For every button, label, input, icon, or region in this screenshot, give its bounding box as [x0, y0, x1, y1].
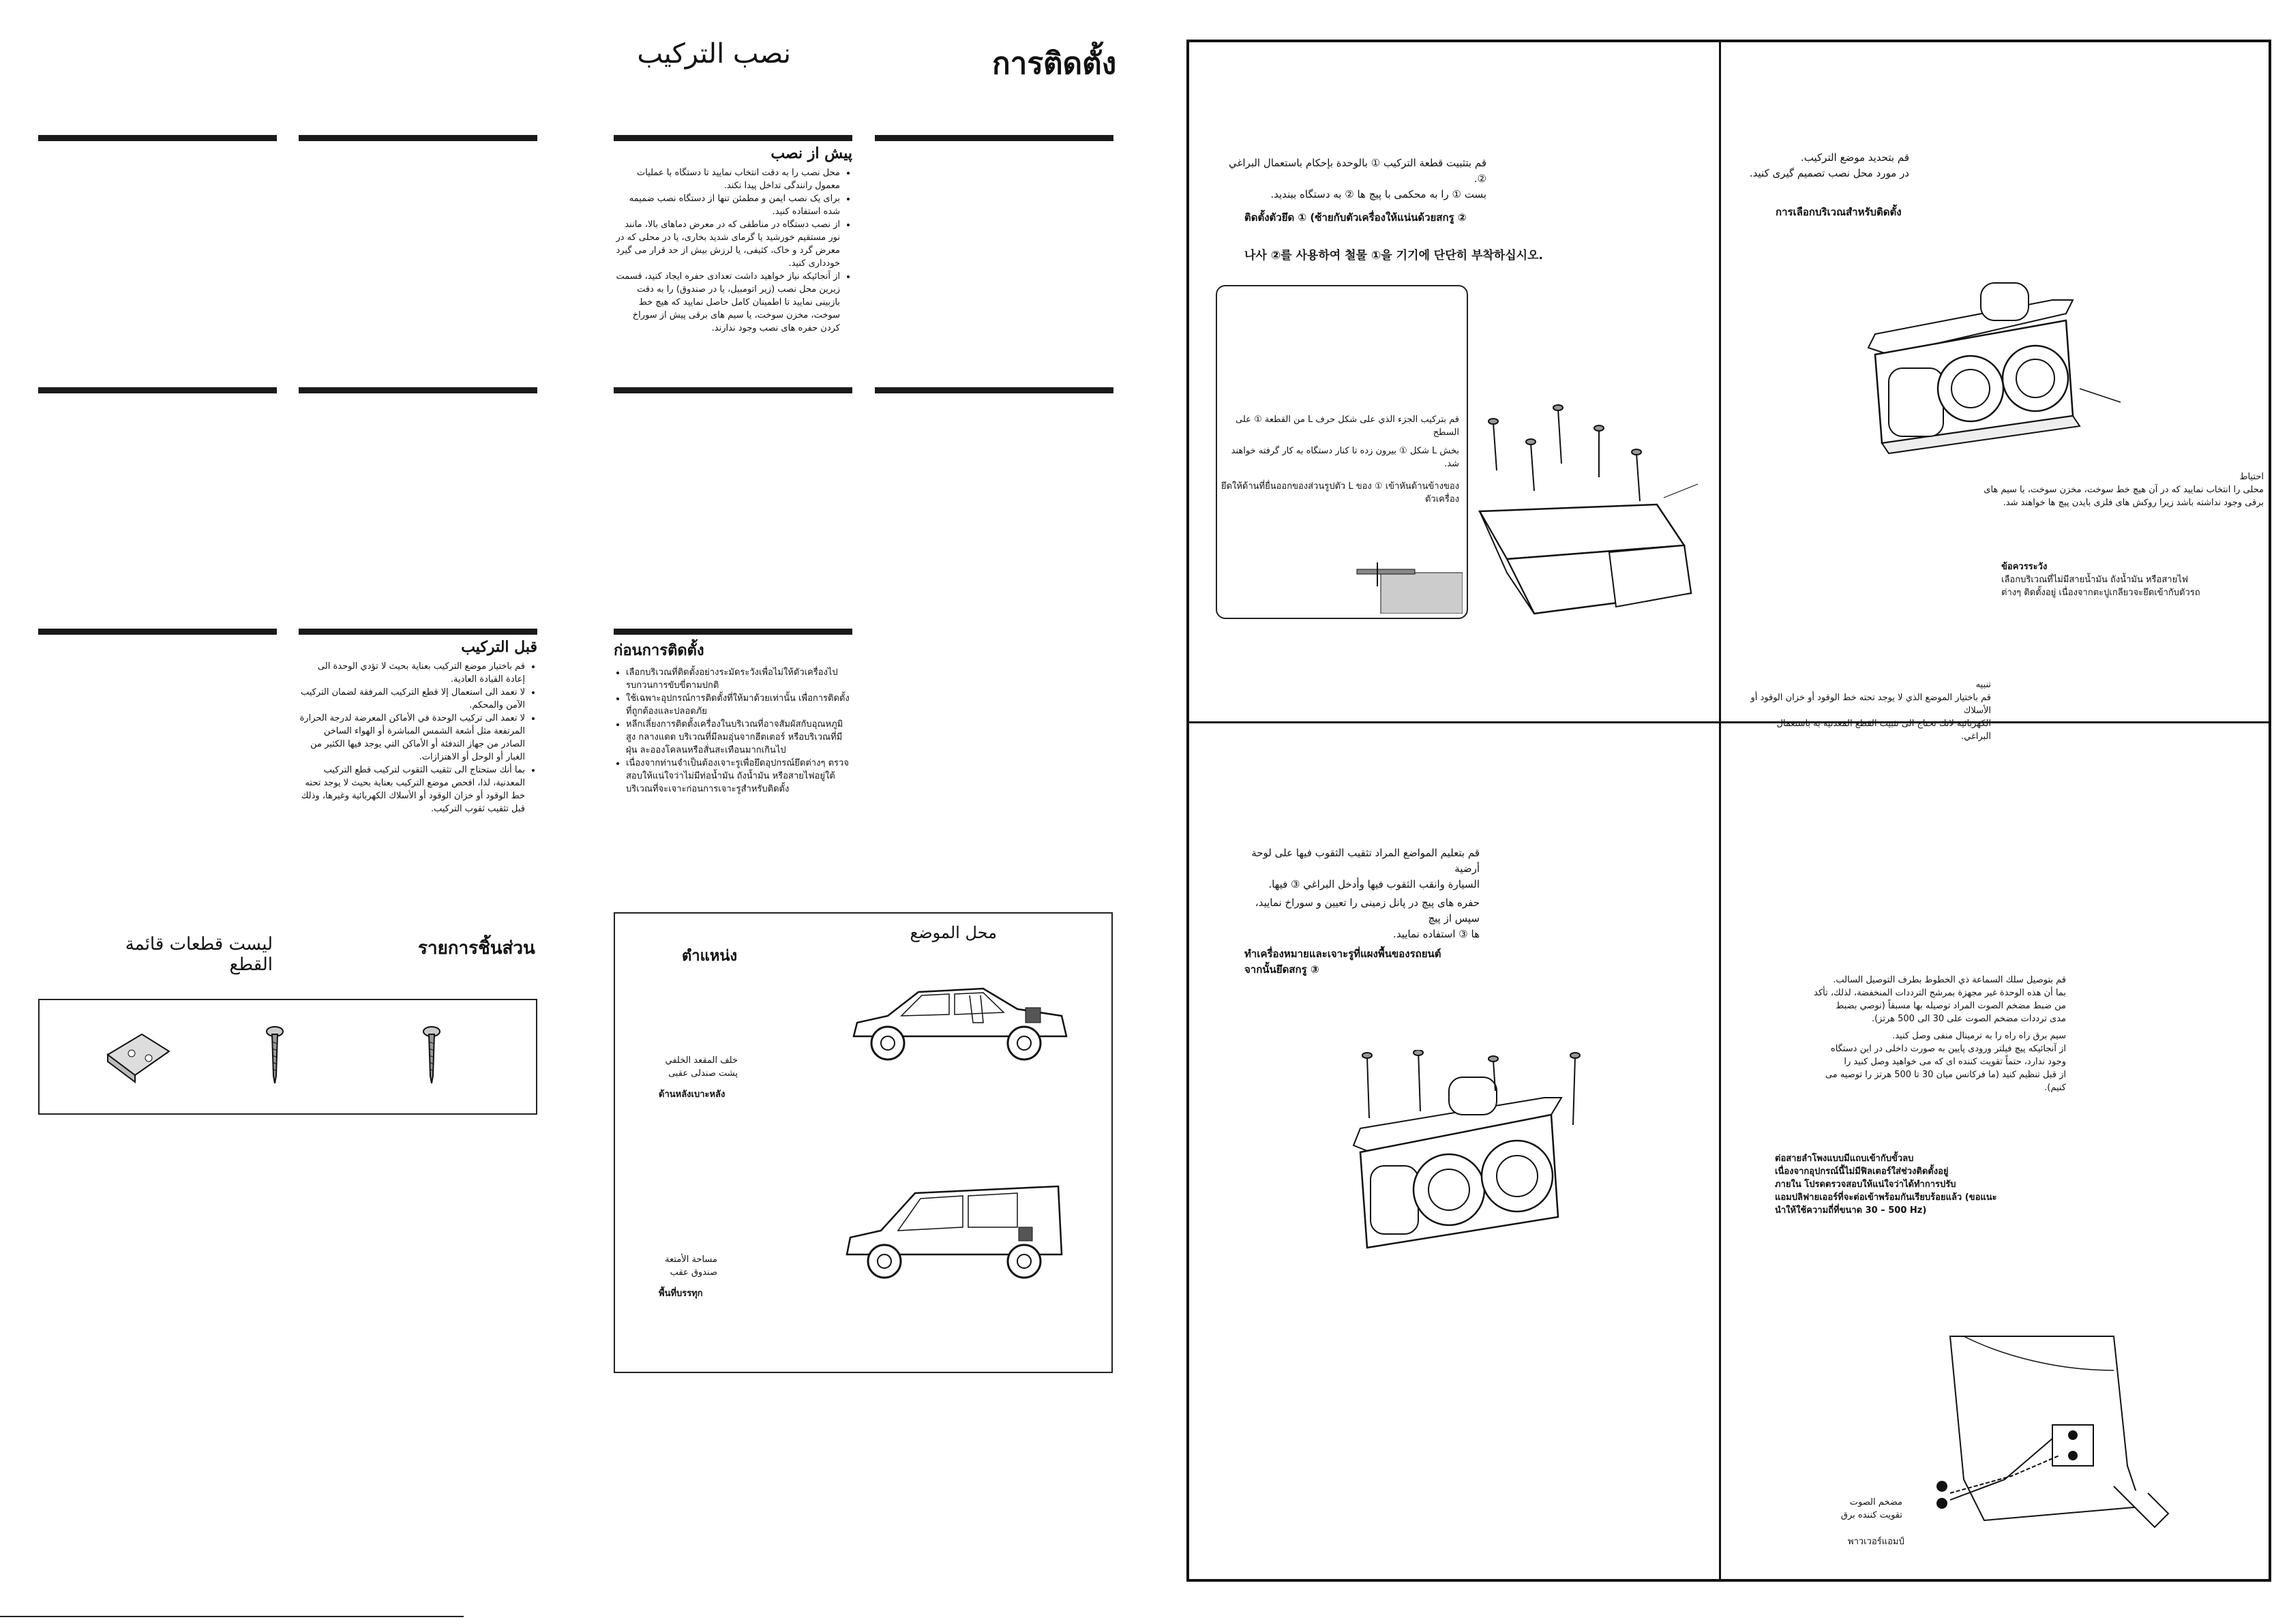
- step2-inset-text: [1221, 413, 1459, 506]
- step2-fa: بست ① را به محکمی با پیچ ها ② به دستگاه ببندید.: [1270, 188, 1486, 200]
- arabic-before-heading: قبل التركيب: [461, 638, 537, 656]
- rule: [875, 387, 1113, 393]
- list-item: • برای یک نصب ایمن و مطمئن تنها از دستگاه نصب ضمیمه شده استفاده کنید.: [614, 192, 840, 218]
- persian-before-heading: پیش از نصب: [771, 145, 852, 162]
- step4-thai-line: ต่อสายลำโพงแบบมีแถบเข้ากับขั้วลบ: [1775, 1154, 1914, 1164]
- list-item: • لا تعمد الى استعمال إلا قطع التركيب المرفقة لضمان التركيب الآمن والمحكم.: [299, 686, 525, 712]
- caution-ar-line: الكهربائية لانك تحتاج الى تثبيت القطع المعدنية به باستعمال البراغي.: [1776, 719, 1991, 742]
- list-item: • از آنجائیکه نیاز خواهید داشت تعدادی حفره ایجاد کنید، قسمت زیرین محل نصب (زیر اتومبیل، یا در صندوق) را به دقت بازبینی نمایید تا اطمینان کامل حاصل نمایید که هیچ خط سوخت، مخزن سوخت، یا سیم های برقی پیش از سوراخ کردن حفره های نصب وجود ندارند.: [614, 270, 840, 335]
- step4-fa-line: از آنجائیکه پیچ فیلتر ورودی پایین به صورت داخلی در این دستگاه: [1830, 1044, 2066, 1054]
- persian-before-section: [614, 145, 852, 335]
- step3-thai: [1244, 946, 1441, 978]
- step4-arabic: [1773, 974, 2066, 1025]
- step4-fa-line: از قبل تنظیم کنید (ما فرکانس میان 30 تا 500 هرتز را توصیه می: [1825, 1070, 2066, 1080]
- list-item: • เลือกบริเวณที่ติดตั้งอย่างระมัดระวังเพื่อไม่ให้ตัวเครื่องไปรบกวนการขับขี่ตามปกติ: [626, 666, 852, 692]
- rule: [299, 135, 537, 141]
- list-item: • بما أنك ستحتاج الى تثقيب الثقوب لتركيب قطع التركيب المعدنية، لذا، افحص موضع التركيب بعناية بحيث لا يوجد تحته خط الوقود أو خزان الوقود أو الأسلاك الكهربائية وغيرها، وذلك قبل تثقيب ثقوب التركيب.: [299, 764, 525, 815]
- title-arabic: نصب التركيب: [637, 38, 791, 70]
- step3-fa2: ها ③ استفاده نمایید.: [1393, 928, 1480, 940]
- step1-caution-ar: [1746, 678, 1991, 743]
- step4-ar-line: قم بتوصيل سلك السماعة ذي الخطوط بطرف التوصيل السالب.: [1833, 975, 2066, 985]
- step3-fa: حفره های پیچ در پانل زمینی را تعیین و سوراخ نمایید، سپس از پیچ: [1255, 897, 1480, 924]
- amp-caption: [1807, 1496, 1902, 1522]
- step4-fa-line: سیم برق راه راه را به ترمینال منفی وصل کنید.: [1892, 1031, 2066, 1041]
- rule: [614, 387, 852, 393]
- parts-title-thai: รายการชิ้นส่วน: [418, 938, 535, 959]
- step3-ar: قم بتعليم المواضع المراد تثقيب الثقوب فيها على لوحة أرضية: [1251, 847, 1480, 875]
- cargo-caption: [635, 1253, 717, 1279]
- rule: [38, 387, 277, 393]
- list-item: • เนื่องจากท่านจำเป็นต้องเจาะรูเพื่อยึดอุปกรณ์ยึดต่างๆ ตรวจสอบให้แน่ใจว่าไม่มีท่อน้ำมัน ถังน้ำมัน หรือสายไฟอยู่ใต้บริเวณที่จะเจาะก่อนการเจาะรูสำหรับติดตั้ง: [626, 757, 852, 796]
- cargo-ar: مساحة الأمتعة: [665, 1254, 717, 1265]
- rule: [875, 135, 1113, 141]
- step4-thai-line: แอมปลิฟายเออร์ที่จะต่อเข้าพร้อมกันเรียบร้อยแล้ว (ขอแนะ: [1775, 1192, 1997, 1203]
- caution-fa-line: برقی وجود نداشته باشد زیرا روکش های فلزی بایدن پیچ ها خواهند شد.: [2003, 498, 2264, 508]
- step1-fa: در مورد محل نصب تصمیم گیری کنید.: [1749, 167, 1909, 179]
- step3-thai-line: จากนั้นยึดสกรู ③: [1244, 963, 1319, 976]
- screw-icon: [265, 1025, 285, 1086]
- rule: [38, 135, 277, 141]
- caution-th-line: เลือกบริเวณที่ไม่มีสายน้ำมัน ถังน้ำมัน หรือสายไฟ: [2001, 575, 2188, 585]
- caution-th-title: ข้อควรระวัง: [2001, 562, 2048, 572]
- location-box: [614, 912, 1113, 1373]
- divider-horizontal: [1186, 721, 2271, 723]
- step2-korean: 나사 ②를 사용하여 철물 ①을 기기에 단단히 부착하십시오.: [1244, 249, 1543, 262]
- step4-thai: [1775, 1152, 2061, 1217]
- step3-ar2: السيارة وانقب الثقوب فيها وأدخل البراغي ③ فيها.: [1268, 878, 1480, 890]
- inset-th: ยึดให้ด้านที่ยื่นออกของส่วนรูปตัว L ของ ① เข้าหันด้านข้างของตัวเครื่อง: [1221, 481, 1459, 505]
- step4-ar-line: بما أن هذه الوحدة غير مجهزة بمرشح الترددات المنخفضة، لذلك، تأكد: [1814, 988, 2066, 998]
- location-title-arabic: محل الموضع: [910, 923, 997, 942]
- parts-title-arabic: ليست قطعات قائمة القطع: [125, 934, 273, 975]
- list-item: • لا تعمد الى تركيب الوحدة في الأماكن المعرضة لدرجة الحرارة المرتفعة مثل أشعة الشمس المباشرة أو الهواء الساخن الصادر من جهاز التدفئة أو الأماكن التي يوجد فيها الكثير من الغبار أو الوحل أو الاهتزازات.: [299, 712, 525, 764]
- box-screws-illustration: [1466, 402, 1711, 627]
- caution-th-line: ต่างๆ ติดตั้งอยู่ เนื่องจากตะปูเกลียวจะยึดเข้ากับตัวรถ: [2001, 588, 2200, 598]
- step1-text: [1739, 150, 1909, 181]
- inset-fa: بخش L شکل ① بیرون زده تا کنار دستگاه به کار گرفته خواهند شد.: [1231, 446, 1459, 469]
- rule: [614, 135, 852, 141]
- amp-ar: مضخم الصوت: [1849, 1497, 1902, 1507]
- amp-fa: تقويت کننده برق: [1840, 1510, 1902, 1520]
- step1-caution-fa: [1882, 470, 2264, 509]
- step2-text: [1227, 155, 1486, 202]
- step4-fa-line: کنیم).: [2044, 1083, 2066, 1093]
- cargo-fa: صندوق عقب: [670, 1267, 717, 1278]
- rule: [614, 629, 852, 635]
- step1-thai: การเลือกบริเวณสำหรับติดตั้ง: [1776, 206, 1902, 218]
- step1-ar: قم بتحديد موضع التركيب.: [1801, 151, 1909, 164]
- bracket-icon: [101, 1027, 176, 1089]
- caution-ar-title: تنبيه: [1975, 680, 1991, 690]
- wagon-illustration: [840, 1173, 1072, 1289]
- step3-thai-line: ทำเครื่องหมายและเจาะรูที่แผงพื้นของรถยนต์: [1244, 948, 1441, 960]
- subwoofer-box-illustration: [1861, 273, 2148, 457]
- rear-seat-caption: [635, 1054, 738, 1080]
- list-item: • หลีกเลี่ยงการติดตั้งเครื่องในบริเวณที่อาจสัมผัสกับอุณหภูมิสูง กลางแดด บริเวณที่มีลมอุ่นจากฮีตเตอร์ หรือบริเวณที่มีฝุ่น ละอองโคลนหรือสั่นสะเทือนมากเกินไป: [626, 718, 852, 757]
- step1-caution-th: [2001, 560, 2226, 599]
- list-item: • محل نصب را به دقت انتخاب نمایید تا دستگاه با عملیات معمول رانندگی تداخل پیدا نکند.: [614, 166, 840, 192]
- step4-thai-line: เนื่องจากอุปกรณ์นี้ไม่มีฟิลเตอร์ใส่ช่วงติดตั้งอยู่: [1775, 1167, 1949, 1177]
- step4-thai-line: นำให้ใช้ความถี่ที่ขนาด 30 – 500 Hz): [1775, 1205, 1927, 1216]
- caution-fa-line: محلی را انتخاب نمایید که در آن هیچ خط سوخت، مخزن سوخت، یا سیم های: [1984, 485, 2264, 495]
- list-item: • قم باختيار موضع التركيب بعناية بحيث لا تؤدي الوحدة الى إعادة القيادة العادية.: [299, 660, 525, 686]
- subwoofer-screws-illustration: [1347, 1050, 1606, 1275]
- rear-seat-thai: ด้านหลังเบาะหลัง: [659, 1089, 725, 1100]
- caution-fa-title: احتیاط: [2239, 472, 2264, 482]
- rule: [38, 629, 277, 635]
- screw-icon: [421, 1025, 442, 1086]
- parts-box: [38, 999, 537, 1115]
- step2-ar: قم بتثبيت قطعة التركيب ① بالوحدة بإحكام باستعمال البراغي ②.: [1229, 157, 1486, 185]
- rear-seat-fa: پشت صندلی عقبی: [668, 1068, 738, 1079]
- cargo-thai: พื้นที่บรรทุก: [659, 1289, 703, 1299]
- list-item: • از نصب دستگاه در مناطقی که در معرض دماهای بالا، مانند نور مستقیم خورشید یا گرمای شدید بخاری، یا در محلی که در معرض گرد و خاک، کثیفی، یا لرزش بیش از حد قرار می گیرد خودداری کنید.: [614, 218, 840, 270]
- rule: [299, 629, 537, 635]
- rule: [299, 387, 537, 393]
- speaker-terminal-illustration: [1909, 1329, 2196, 1548]
- sedan-illustration: [847, 975, 1072, 1070]
- step4-ar-line: من ضبط مضخم الصوت المراد توصيله بها مسبقاً (نوصي بضبط: [1836, 1001, 2066, 1011]
- amp-thai: พาวเวอร์แอมป์: [1848, 1537, 1904, 1547]
- thai-before-heading: ก่อนการติดตั้ง: [614, 642, 704, 659]
- step4-thai-line: ภายใน โปรดตรวจสอบให้แน่ใจว่าได้ทำการปรับ: [1775, 1179, 1956, 1190]
- step4-persian: [1773, 1029, 2066, 1094]
- bracket-detail-illustration: [1347, 559, 1463, 614]
- thai-before-section: [614, 638, 852, 796]
- list-item: • ใช้เฉพาะอุปกรณ์การติดตั้งที่ให้มาด้วยเท่านั้น เพื่อการติดตั้งที่ถูกต้องและปลอดภัย: [626, 692, 852, 718]
- footer-rule: [0, 1616, 464, 1617]
- inset-ar: قم بتركيب الجزء الذي على شكل حرف L من القطعة ① على السطح: [1236, 415, 1459, 438]
- step4-ar-line: مدى ترددات مضخم الصوت على 30 الى 500 هرتز).: [1871, 1014, 2066, 1024]
- location-title-thai: ตำแหน่ง: [682, 947, 738, 965]
- title-thai: การติดตั้ง: [992, 46, 1117, 81]
- step4-fa-line: وجود ندارد، حتماً تقویت کننده ای که می خواهید وصل کنید را: [1844, 1057, 2066, 1067]
- divider-vertical: [1719, 40, 1721, 1582]
- rear-seat-ar: خلف المقعد الخلفي: [665, 1055, 738, 1066]
- arabic-before-section: [299, 638, 537, 815]
- step3-text: [1227, 845, 1480, 942]
- step2-thai: ติดตั้งตัวยึด ① (ซ้ายกับตัวเครื่องให้แน่นด้วยสกรู ②: [1244, 211, 1467, 224]
- caution-ar-line: قم باختيار الموضع الذي لا يوجد تحته خط الوقود أو خزان الوقود أو الأسلاك: [1750, 693, 1991, 716]
